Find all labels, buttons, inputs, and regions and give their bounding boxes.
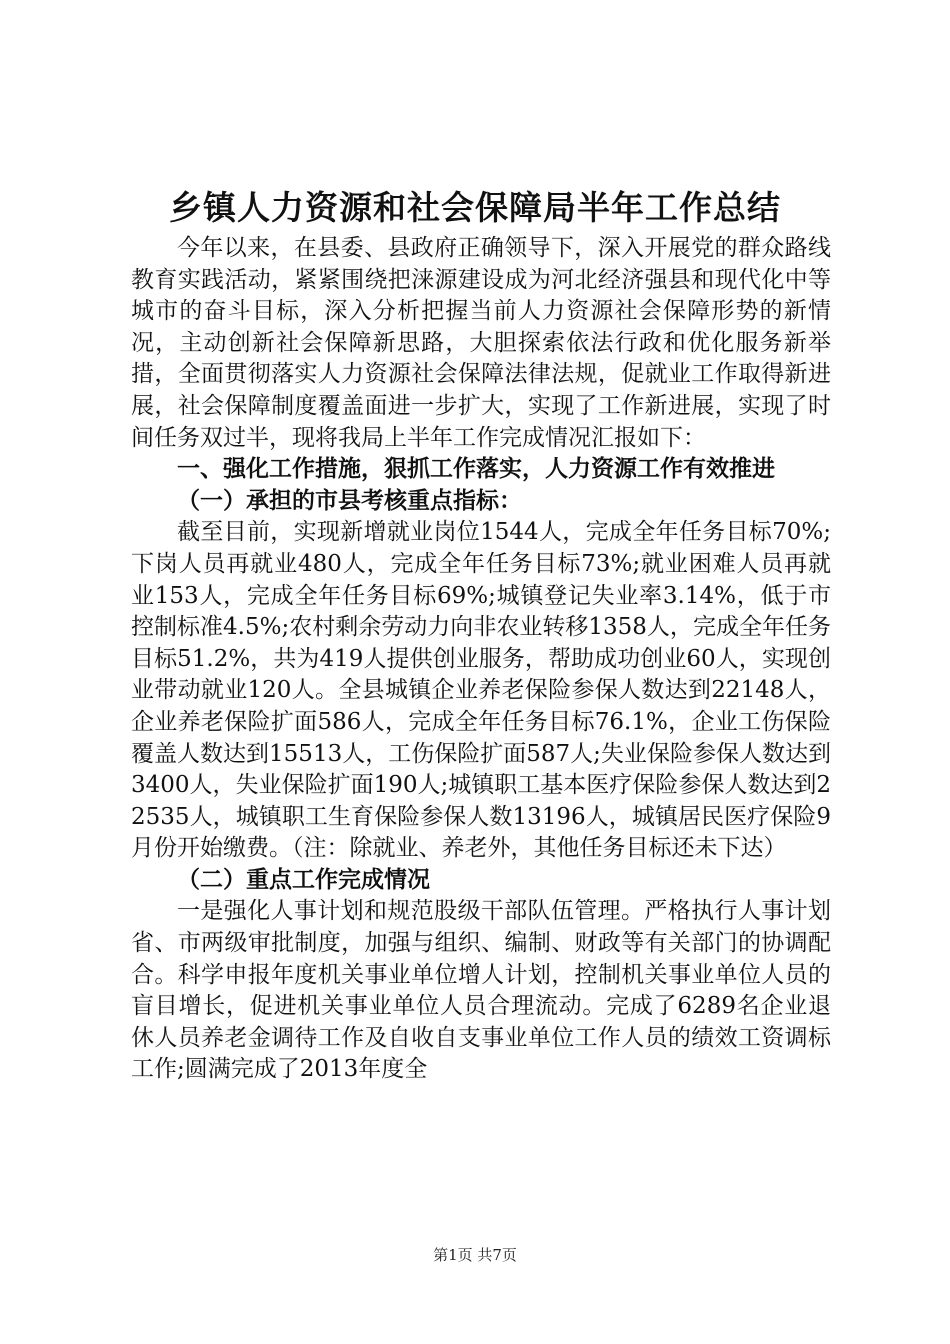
subsection-2-paragraph: 一是强化人事计划和规范股级干部队伍管理。严格执行人事计划省、市两级审批制度，加强与组织、编制、财政等有关部门的协调配合。科学申报年度机关事业单位增人计划，控制机关事业单位人员的盲目增长，促进机关事业单位人员合理流动。完成了6289名企业退休人员养老金调待工作及自收自支事业单位工作人员的绩效工资调标工作;圆满完成了2013年度全 <box>131 898 831 1083</box>
document-body <box>131 233 831 1086</box>
subsection-2-heading: （二）重点工作完成情况 <box>177 866 430 893</box>
intro-paragraph: 今年以来，在县委、县政府正确领导下，深入开展党的群众路线教育实践活动，紧紧围绕把涞源建设成为河北经济强县和现代化中等城市的奋斗目标，深入分析把握当前人力资源社会保障形势的新情况，主动创新社会保障新思路，大胆探索依法行政和优化服务新举措，全面贯彻落实人力资源社会保障法律法规，促就业工作取得新进展，社会保障制度覆盖面进一步扩大，实现了工作新进展，实现了时间任务双过半，现将我局上半年工作完成情况汇报如下： <box>131 235 831 451</box>
subsection-1-heading: （一）承担的市县考核重点指标： <box>177 487 522 514</box>
page-number-footer: 第1页 共7页 <box>433 1246 517 1264</box>
section-1-heading: 一、强化工作措施，狠抓工作落实，人力资源工作有效推进 <box>177 456 775 483</box>
subsection-1-paragraph: 截至目前，实现新增就业岗位1544人，完成全年任务目标70%;下岗人员再就业480人，完成全年任务目标73%;就业困难人员再就业153人，完成全年任务目标69%;城镇登记失业率3.14%，低于市控制标准4.5%;农村剩余劳动力向非农业转移1358人，完成全年任务目标51.2%，共为419人提供创业服务，帮助成功创业60人，实现创业带动就业120人。全县城镇企业养老保险参保人数达到22148人，企业养老保险扩面586人，完成全年任务目标76.1%，企业工伤保险覆盖人数达到15513人，工伤保险扩面587人;失业保险参保人数达到3400人，失业保险扩面190人;城镇职工基本医疗保险参保人数达到22535人，城镇职工生育保险参保人数13196人，城镇居民医疗保险9月份开始缴费。（注：除就业、养老外，其他任务目标还未下达） <box>131 519 831 862</box>
document-title: 乡镇人力资源和社会保障局半年工作总结 <box>169 188 781 227</box>
